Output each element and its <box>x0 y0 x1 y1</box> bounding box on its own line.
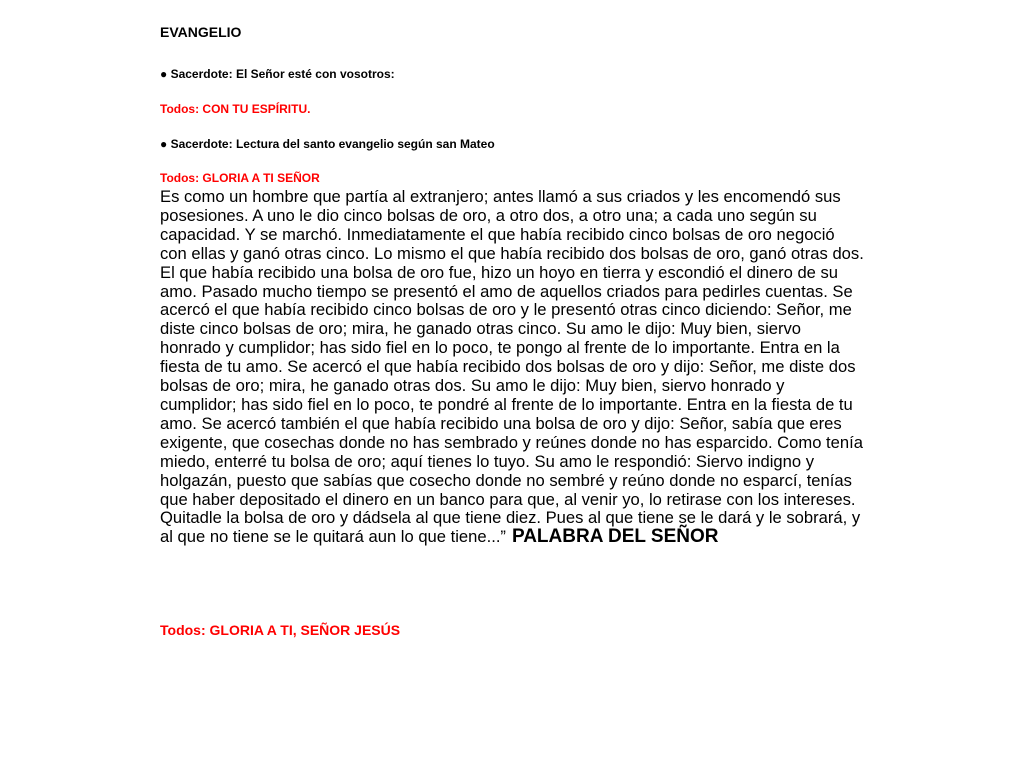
priest-announcement-line: ● Sacerdote: Lectura del santo evangelio según san Mateo <box>160 137 495 151</box>
final-response-line: Todos: GLORIA A TI, SEÑOR JESÚS <box>160 622 401 638</box>
people-reply-line: Todos: CON TU ESPÍRITU. <box>160 102 311 116</box>
closing-acclamation: PALABRA DEL SEÑOR <box>511 526 719 548</box>
gospel-page <box>160 0 865 768</box>
page-title: EVANGELIO <box>160 24 242 40</box>
priest-greeting-line: ● Sacerdote: El Señor esté con vosotros: <box>160 67 395 81</box>
gospel-reading-text: Es como un hombre que partía al extranjero; antes llamó a sus criados y les encomendó sus posesiones. A uno le dio cinco bolsas de oro, a otro dos, a otro una; a cada uno según su capacidad. Y se marchó. Inmediatamente el que había recibido cinco bolsas de oro negoció con ellas y ganó otras cinco. Lo mismo el que había recibido dos bolsas de oro, ganó otras dos. El que había recibido una bolsa de oro fue, hizo un hoyo en tierra y escondió el dinero de su amo. Pasado mucho tiempo se presentó el amo de aquellos criados para pedirles cuentas. Se acercó el que había recibido cinco bolsas de oro y le presentó otras cinco diciendo: Señor, me diste cinco bolsas de oro; mira, he ganado otras cinco. Su amo le dijo: Muy bien, siervo honrado y cumplidor; has sido fiel en lo poco, te pongo al frente de lo importante. Entra en la fiesta de tu amo. Se acercó el que había recibido dos bolsas de oro y dijo: Señor, me diste dos bolsas de oro; mira, he ganado otras dos. Su amo le dijo: Muy bien, siervo honrado y cumplidor; has sido fiel en lo poco, te pondré al frente de lo importante. Entra en la fiesta de tu amo. Se acercó también el que había recibido una bolsa de oro y dijo: Señor, sabía que eres exigente, que cosechas donde no has sembrado y reúnes donde no has esparcido. Como tenía miedo, enterré tu bolsa de oro; aquí tienes lo tuyo. Su amo le respondió: Siervo indigno y holgazán, puesto que sabías que cosecho donde no sembré y reúno donde no esparcí, tenías que haber depositado el dinero en un banco para que, al venir yo, lo retirase con los intereses. Quitadle la bolsa de oro y dádsela al que tiene diez. Pues al que tiene se le dará y le sobrará, y al que no tiene se le quitará aun lo que tiene...” <box>160 187 864 547</box>
gospel-reading <box>160 188 865 547</box>
people-acclaim-line: Todos: GLORIA A TI SEÑOR <box>160 171 320 185</box>
